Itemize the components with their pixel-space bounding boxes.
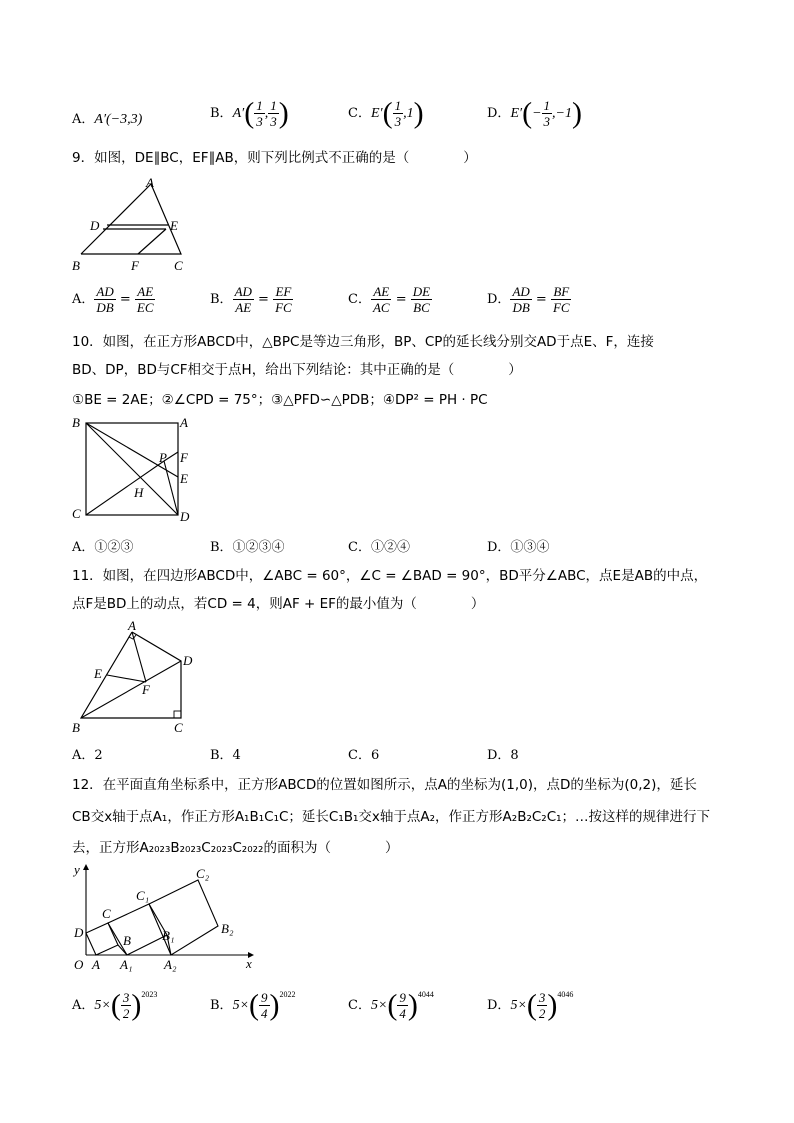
- label-c: C: [102, 906, 111, 921]
- label-f: F: [131, 258, 139, 273]
- q10-option-c: C．①②④: [348, 540, 410, 555]
- label-e: E: [94, 666, 102, 681]
- q11-option-d: D．8: [487, 748, 519, 763]
- label-c1: C₁: [136, 888, 150, 903]
- label-a: A: [92, 957, 100, 972]
- q12-option-d: D．5×( $\frac{3}{2}$ )$^{4046}$: [487, 988, 574, 1022]
- q11-stem-line2: 点F是BD上的动点，若CD = 4，则AF + EF的最小值为（ ）: [72, 596, 485, 612]
- q10-figure: [70, 415, 200, 525]
- label-a: A: [180, 415, 188, 430]
- label-e: E: [180, 471, 188, 486]
- q8-option-d: D．E′(− $\frac{1}{3}$ ,−1): [487, 96, 582, 130]
- q9-figure: [70, 175, 195, 275]
- q10-stem-line1: 10．如图，在正方形ABCD中，△BPC是等边三角形，BP、CP的延长线分别交AD于点E、F，连接: [72, 334, 654, 350]
- label-o: O: [74, 957, 84, 972]
- q9-option-a: A． $\frac{AD}{DB}$ = $\frac{AE}{EC}$: [72, 284, 154, 315]
- q11-option-a: A．2: [72, 748, 103, 763]
- label-a: A: [146, 175, 154, 190]
- label-b1: B₁: [162, 928, 175, 943]
- label-b: B: [72, 720, 80, 735]
- label-f: F: [180, 450, 188, 465]
- q12-option-a: A．5×( $\frac{3}{2}$ )$^{2023}$: [72, 988, 158, 1022]
- q8-option-a: A．A′(−3,3): [72, 112, 143, 127]
- q11-option-b: B．4: [210, 748, 241, 763]
- label-f: F: [142, 682, 150, 697]
- q10-option-d: D．①③④: [487, 540, 550, 555]
- q8-option-b: B．A′( $\frac{1}{3}$ , $\frac{1}{3}$ ): [210, 96, 289, 130]
- label-c: C: [72, 506, 81, 521]
- label-x: x: [246, 956, 252, 971]
- q11-figure: [70, 620, 200, 735]
- label-c: C: [174, 258, 183, 273]
- q12-figure: [70, 862, 260, 977]
- label-d: D: [90, 218, 100, 233]
- label-a: A: [128, 618, 136, 633]
- label-d: D: [183, 653, 193, 668]
- q10-stem-line3: ①BE = 2AE；②∠CPD = 75°；③△PFD∽△PDB；④DP² = PH · PC: [72, 392, 488, 408]
- label-b: B: [72, 258, 80, 273]
- q12-stem-line2: CB交x轴于点A₁，作正方形A₁B₁C₁C；延长C₁B₁交x轴于点A₂，作正方形A₂B₂C₂C₁；…按这样的规律进行下: [72, 809, 711, 825]
- q10-option-b: B．①②③④: [210, 540, 285, 555]
- label-b: B: [123, 933, 131, 948]
- label-a2: A₂: [164, 957, 177, 972]
- q11-option-c: C．6: [348, 748, 380, 763]
- q9-option-b: B． $\frac{AD}{AE}$ = $\frac{EF}{FC}$: [210, 284, 292, 315]
- label-y: y: [74, 862, 80, 877]
- q11-stem-line1: 11．如图，在四边形ABCD中，∠ABC = 60°，∠C = ∠BAD = 90°，BD平分∠ABC，点E是AB的中点，: [72, 568, 708, 584]
- q8-option-c: C．E′( $\frac{1}{3}$ ,1): [348, 96, 424, 130]
- q12-stem-line3: 去，正方形A₂₀₂₃B₂₀₂₃C₂₀₂₃C₂₀₂₂的面积为（ ）: [72, 840, 399, 856]
- q9-option-d: D． $\frac{AD}{DB}$ = $\frac{BF}{FC}$: [487, 284, 570, 315]
- q10-option-a: A．①②③: [72, 540, 134, 555]
- q9-option-c: C． $\frac{AE}{AC}$ = $\frac{DE}{BC}$: [348, 284, 431, 315]
- label-e: E: [170, 218, 178, 233]
- label-b: B: [72, 415, 80, 430]
- label-c2: C₂: [196, 866, 210, 881]
- q12-stem-line1: 12．在平面直角坐标系中，正方形ABCD的位置如图所示，点A的坐标为(1,0)，点D的坐标为(0,2)，延长: [72, 777, 697, 793]
- q9-stem: 9．如图，DE∥BC，EF∥AB，则下列比例式不正确的是（ ）: [72, 150, 477, 166]
- label-a1: A₁: [120, 957, 133, 972]
- label-h: H: [134, 485, 144, 500]
- label-d: D: [74, 925, 84, 940]
- q12-option-b: B．5×( $\frac{9}{4}$ )$^{2022}$: [210, 988, 296, 1022]
- label-p: P: [159, 450, 167, 465]
- label-c: C: [174, 720, 183, 735]
- label-d: D: [180, 509, 190, 524]
- q10-stem-line2: BD、DP，BD与CF相交于点H，给出下列结论：其中正确的是（ ）: [72, 362, 522, 378]
- q12-option-c: C．5×( $\frac{9}{4}$ )$^{4044}$: [348, 988, 434, 1022]
- label-b2: B₂: [221, 921, 234, 936]
